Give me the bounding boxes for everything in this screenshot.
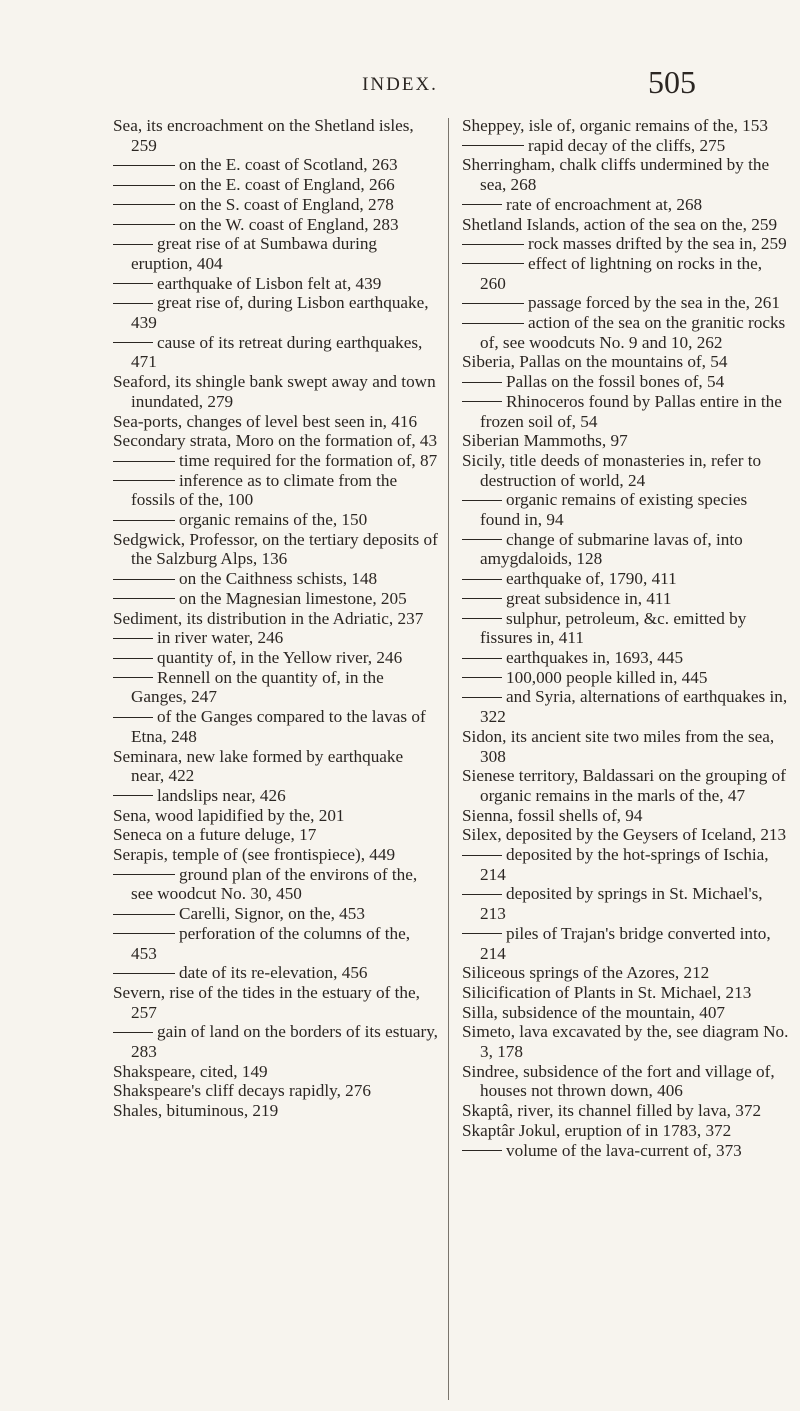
index-subentry: earthquake of Lisbon felt at, 439 <box>113 274 440 294</box>
index-entry: Shakspeare's cliff decays rapidly, 276 <box>113 1081 371 1101</box>
index-entry: Severn, rise of the tides in the estuary of the, 257 <box>113 982 420 1022</box>
index-subentry: sulphur, petroleum, &c. emitted by fissures in, 411 <box>462 609 789 648</box>
page-title: INDEX. <box>362 74 438 95</box>
index-subentry: action of the sea on the granitic rocks of, see woodcuts No. 9 and 10, 262 <box>462 313 789 352</box>
index-subentry: deposited by springs in St. Michael's, 213 <box>462 884 789 923</box>
index-entry: Siberian Mammoths, 97 <box>462 431 628 451</box>
index-subentry: perforation of the columns of the, 453 <box>113 924 440 963</box>
index-subentry: on the E. coast of Scotland, 263 <box>113 155 440 175</box>
index-subentry: in river water, 246 <box>113 628 440 648</box>
index-subentry: on the Caithness schists, 148 <box>113 569 440 589</box>
index-subentry: great rise of, during Lisbon earthquake, 439 <box>113 293 440 332</box>
index-subentry: on the W. coast of England, 283 <box>113 215 440 235</box>
index-subentry: cause of its retreat during earthquakes, 471 <box>113 333 440 372</box>
index-entry: Siliceous springs of the Azores, 212 <box>462 963 710 983</box>
index-entry: Secondary strata, Moro on the formation of, 43 <box>113 431 438 451</box>
index-entry: Sediment, its distribution in the Adriatic, 237 <box>113 608 424 628</box>
index-entry: Sherringham, chalk cliffs undermined by the sea, 268 <box>462 155 770 195</box>
index-subentry: Rennell on the quantity of, in the Ganges, 247 <box>113 668 440 707</box>
index-subentry: on the E. coast of England, 266 <box>113 175 440 195</box>
index-entry: Sea, its encroachment on the Shetland isles, 259 <box>113 116 414 155</box>
index-entry: Sena, wood lapidified by the, 201 <box>113 805 345 825</box>
index-column-right <box>462 116 789 1160</box>
index-entry: Skaptâ, river, its channel filled by lava, 372 <box>462 1101 762 1121</box>
index-entry: Sedgwick, Professor, on the tertiary deposits of the Salzburg Alps, 136 <box>113 529 438 569</box>
index-entry: Sheppey, isle of, organic remains of the, 153 <box>462 116 768 135</box>
index-subentry: time required for the formation of, 87 <box>113 451 440 471</box>
index-entry: Skaptâr Jokul, eruption of in 1783, 372 <box>462 1120 732 1140</box>
index-entry: Sidon, its ancient site two miles from the sea, 308 <box>462 726 775 766</box>
page-number: 505 <box>648 64 696 100</box>
index-subentry: effect of lightning on rocks in the, 260 <box>462 254 789 293</box>
index-entry: Sienna, fossil shells of, 94 <box>462 805 643 825</box>
index-subentry: Rhinoceros found by Pallas entire in the frozen soil of, 54 <box>462 392 789 431</box>
index-subentry: Pallas on the fossil bones of, 54 <box>462 372 789 392</box>
index-subentry: rapid decay of the cliffs, 275 <box>462 136 789 156</box>
index-subentry: quantity of, in the Yellow river, 246 <box>113 648 440 668</box>
index-entry: Sienese territory, Baldassari on the grouping of organic remains in the marls of the, 47 <box>462 766 786 805</box>
index-subentry: on the S. coast of England, 278 <box>113 195 440 215</box>
index-subentry: great subsidence in, 411 <box>462 589 789 609</box>
index-entry: Silex, deposited by the Geysers of Iceland, 213 <box>462 825 787 845</box>
index-subentry: of the Ganges compared to the lavas of Etna, 248 <box>113 707 440 746</box>
index-entry: Sea-ports, changes of level best seen in, 416 <box>113 411 418 431</box>
index-subentry: change of submarine lavas of, into amygdaloids, 128 <box>462 530 789 569</box>
running-head <box>0 66 800 106</box>
index-subentry: earthquakes in, 1693, 445 <box>462 648 789 668</box>
index-entry: Silicification of Plants in St. Michael, 213 <box>462 982 752 1002</box>
index-entry: Seneca on a future deluge, 17 <box>113 825 317 845</box>
index-entry: Shetland Islands, action of the sea on the, 259 <box>462 214 778 234</box>
index-subentry: great rise of at Sumbawa during eruption, 404 <box>113 234 440 273</box>
index-entry: Simeto, lava excavated by the, see diagram No. 3, 178 <box>462 1022 789 1062</box>
index-entry: Silla, subsidence of the mountain, 407 <box>462 1002 726 1022</box>
index-entry: Seaford, its shingle bank swept away and town inundated, 279 <box>113 372 436 411</box>
index-entry: Seminara, new lake formed by earthquake near, 422 <box>113 746 404 786</box>
index-entry: Sicily, title deeds of monasteries in, refer to destruction of world, 24 <box>462 450 762 490</box>
index-subentry: and Syria, alternations of earthquakes in, 322 <box>462 687 789 726</box>
index-subentry: volume of the lava-current of, 373 <box>462 1141 789 1161</box>
index-subentry: organic remains of the, 150 <box>113 510 440 530</box>
index-subentry: rock masses drifted by the sea in, 259 <box>462 234 789 254</box>
index-subentry: on the Magnesian limestone, 205 <box>113 589 440 609</box>
index-subentry: Carelli, Signor, on the, 453 <box>113 904 440 924</box>
index-entry: Siberia, Pallas on the mountains of, 54 <box>462 352 728 372</box>
index-subentry: inference as to climate from the fossils of the, 100 <box>113 471 440 510</box>
index-subentry: piles of Trajan's bridge converted into, 214 <box>462 924 789 963</box>
index-entry: Serapis, temple of (see frontispiece), 449 <box>113 845 396 865</box>
index-subentry: 100,000 people killed in, 445 <box>462 668 789 688</box>
index-entry: Sindree, subsidence of the fort and village of, houses not thrown down, 406 <box>462 1061 775 1101</box>
column-divider <box>448 118 449 1400</box>
index-subentry: date of its re-elevation, 456 <box>113 963 440 983</box>
index-subentry: rate of encroachment at, 268 <box>462 195 789 215</box>
index-entry: Shakspeare, cited, 149 <box>113 1061 268 1081</box>
index-subentry: earthquake of, 1790, 411 <box>462 569 789 589</box>
index-column-left <box>113 116 440 1121</box>
index-subentry: passage forced by the sea in the, 261 <box>462 293 789 313</box>
index-entry: Shales, bituminous, 219 <box>113 1101 279 1121</box>
index-subentry: ground plan of the environs of the, see woodcut No. 30, 450 <box>113 865 440 904</box>
index-subentry: organic remains of existing species found in, 94 <box>462 490 789 529</box>
index-subentry: gain of land on the borders of its estuary, 283 <box>113 1022 440 1061</box>
index-subentry: deposited by the hot-springs of Ischia, 214 <box>462 845 789 884</box>
index-subentry: landslips near, 426 <box>113 786 440 806</box>
